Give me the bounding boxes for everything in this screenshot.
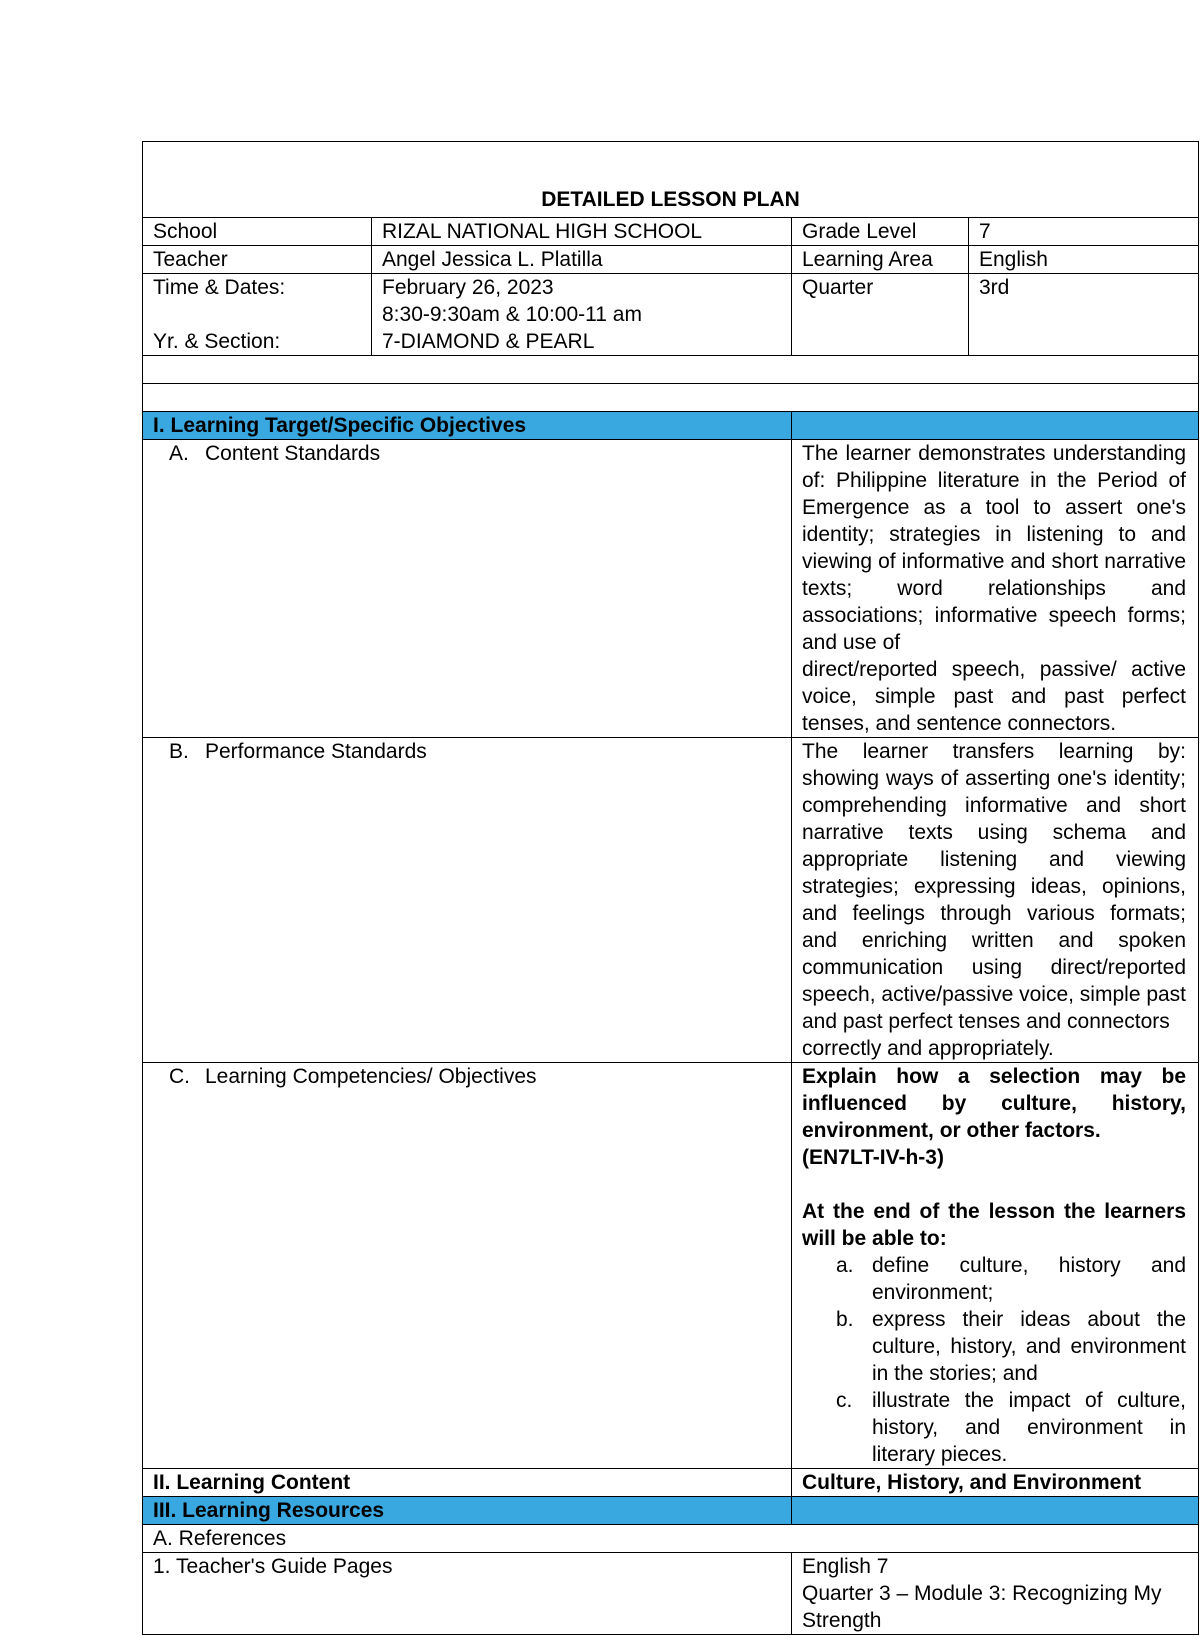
learning-area-value: English xyxy=(969,246,1199,274)
teachers-guide-value-line1: English 7 xyxy=(802,1555,889,1578)
performance-standards-label: Performance Standards xyxy=(205,740,427,763)
school-value: RIZAL NATIONAL HIGH SCHOOL xyxy=(372,218,792,246)
teachers-guide-label: 1. Teacher's Guide Pages xyxy=(143,1553,792,1635)
blank-row xyxy=(143,384,1199,412)
performance-standards-text-cont: correctly and appropriately. xyxy=(802,1037,1054,1060)
time-section-labels xyxy=(143,274,372,356)
objective-item xyxy=(836,1306,1186,1387)
blank-row xyxy=(143,356,1199,384)
references-label: A. References xyxy=(143,1525,1199,1553)
time-value: 8:30-9:30am & 10:00-11 am xyxy=(382,303,642,326)
objective-item xyxy=(836,1387,1186,1468)
teacher-value: Angel Jessica L. Platilla xyxy=(372,246,792,274)
date-value: February 26, 2023 xyxy=(382,276,554,299)
yr-section-label: Yr. & Section: xyxy=(153,330,281,353)
objectives-list xyxy=(802,1252,1186,1468)
objective-marker: a. xyxy=(836,1254,854,1277)
quarter-value: 3rd xyxy=(969,274,1199,356)
objective-text: define culture, history and environment; xyxy=(872,1254,1187,1304)
competencies-text-cell xyxy=(792,1063,1199,1469)
content-standards-text-cont: direct/reported speech, passive/ active voice, simple past and past perfect tenses, and sentence connectors. xyxy=(802,658,1187,735)
competencies-marker: C. xyxy=(169,1065,190,1088)
content-standards-text-cell xyxy=(792,440,1199,738)
objective-item xyxy=(836,1252,1186,1306)
section3-heading-blank xyxy=(792,1497,1199,1525)
content-standards-label-cell xyxy=(143,440,792,738)
competency-code: (EN7LT-IV-h-3) xyxy=(802,1146,944,1169)
performance-standards-text-cell xyxy=(792,738,1199,1063)
content-standards-label: Content Standards xyxy=(205,442,381,465)
time-section-values xyxy=(372,274,792,356)
objective-text: express their ideas about the culture, history, and environment in the stories; and xyxy=(872,1308,1187,1385)
performance-standards-text: The learner transfers learning by: showing ways of asserting one's identity; comprehending informative and short narrative texts using schema and appropriate listening and viewing strategies; expressing ideas, opinions, and feelings through various formats; and enriching written and spoken communication using direct/reported speech, active/passive voice, simple past and past perfect tenses and connectors xyxy=(802,740,1187,1033)
school-label: School xyxy=(143,218,372,246)
content-standards-marker: A. xyxy=(169,442,189,465)
section3-heading: III. Learning Resources xyxy=(143,1497,792,1525)
performance-standards-label-cell xyxy=(143,738,792,1063)
objectives-intro: At the end of the lesson the learners will be able to: xyxy=(802,1200,1187,1250)
lesson-plan-table xyxy=(142,141,1199,1635)
section2-heading: II. Learning Content xyxy=(143,1469,792,1497)
grade-level-label: Grade Level xyxy=(792,218,969,246)
section2-value: Culture, History, and Environment xyxy=(792,1469,1199,1497)
time-dates-label: Time & Dates: xyxy=(153,276,286,299)
quarter-label: Quarter xyxy=(792,274,969,356)
teachers-guide-value-cell xyxy=(792,1553,1199,1635)
objective-marker: c. xyxy=(836,1389,853,1412)
objective-marker: b. xyxy=(836,1308,854,1331)
teacher-label: Teacher xyxy=(143,246,372,274)
section1-heading-blank xyxy=(792,412,1199,440)
competencies-label: Learning Competencies/ Objectives xyxy=(205,1065,537,1088)
section1-heading: I. Learning Target/Specific Objectives xyxy=(143,412,792,440)
content-standards-text: The learner demonstrates understanding of: Philippine literature in the Period of Emergence as a tool to assert one's identity; strategies in listening to and viewing of informative and short narrative texts; word relationships and associations; informative speech forms; and use of xyxy=(802,442,1187,654)
document-title: DETAILED LESSON PLAN xyxy=(143,142,1199,218)
performance-standards-marker: B. xyxy=(169,740,189,763)
learning-area-label: Learning Area xyxy=(792,246,969,274)
section-value: 7-DIAMOND & PEARL xyxy=(382,330,595,353)
teachers-guide-value-line2: Quarter 3 – Module 3: Recognizing My Strength xyxy=(802,1582,1162,1632)
objective-text: illustrate the impact of culture, history, and environment in literary pieces. xyxy=(872,1389,1187,1466)
lesson-plan-document xyxy=(142,141,1198,1635)
competency-main: Explain how a selection may be influenced by culture, history, environment, or other factors. xyxy=(802,1065,1187,1142)
competencies-label-cell xyxy=(143,1063,792,1469)
grade-level-value: 7 xyxy=(969,218,1199,246)
